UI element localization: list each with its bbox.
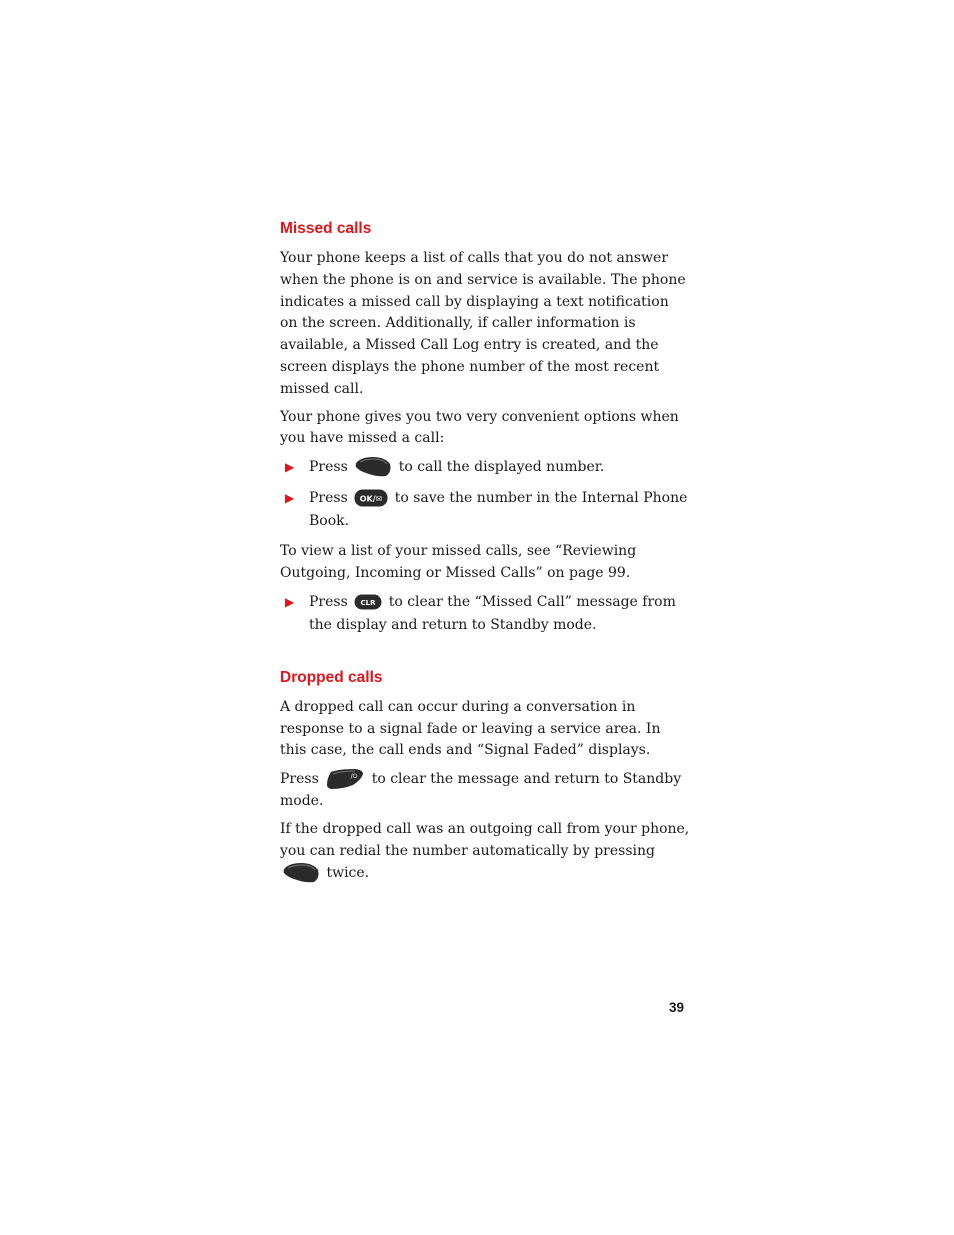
svg-text:/⏻: /⏻ [350,773,358,781]
bullet-arrow-icon: ▶ [285,460,295,475]
page-content [280,218,690,891]
clr-key-icon [354,594,382,610]
talk-key-icon [354,456,392,478]
end-power-key-icon [325,768,365,790]
page-number: 39 [669,1000,685,1015]
dropped-para-3: If the dropped call was an outgoing call from your phone, you can redial the number automatically by pressing twice. [280,819,690,885]
heading-dropped-calls: Dropped calls [280,668,383,686]
ok-key-icon [354,489,388,507]
missed-para-3: To view a list of your missed calls, see “Reviewing Outgoing, Incoming or Missed Calls” on page 99. [280,543,637,581]
heading-missed-calls: Missed calls [280,220,372,237]
talk-key-icon [282,862,320,884]
dropped-para-1: A dropped call can occur during a conversation in response to a signal fade or leaving a service area. In this case, the call ends and “Signal Faded” displays. [280,698,661,759]
missed-para-1: Your phone keeps a list of calls that you do not answer when the phone is on and service is available. The phone indicates a missed call by displaying a text notification on the screen. Additionally, if caller information is available, a Missed Call Log entry is created, and the screen displays the phone number of the most recent missed call. [280,250,686,397]
bullet-arrow-icon: ▶ [285,594,295,609]
svg-text:CLR: CLR [360,598,376,607]
dropped-para-2: Press /⏻ to clear the message and return to Standby mode. [280,768,690,813]
bullet-clr-key: ▶ Press CLR to clear the “Missed Call” message from the display and return to Standby mode. [280,591,690,637]
missed-para-2: Your phone gives you two very convenient options when you have missed a call: [280,408,679,447]
bullet-ok-key: ▶ Press OK/✉ to save the number in the Internal Phone Book. [280,487,690,533]
bullet-talk-key: ▶ Press to call the displayed number. [280,456,690,479]
bullet-arrow-icon: ▶ [285,491,295,506]
svg-text:OK/✉: OK/✉ [359,494,383,504]
